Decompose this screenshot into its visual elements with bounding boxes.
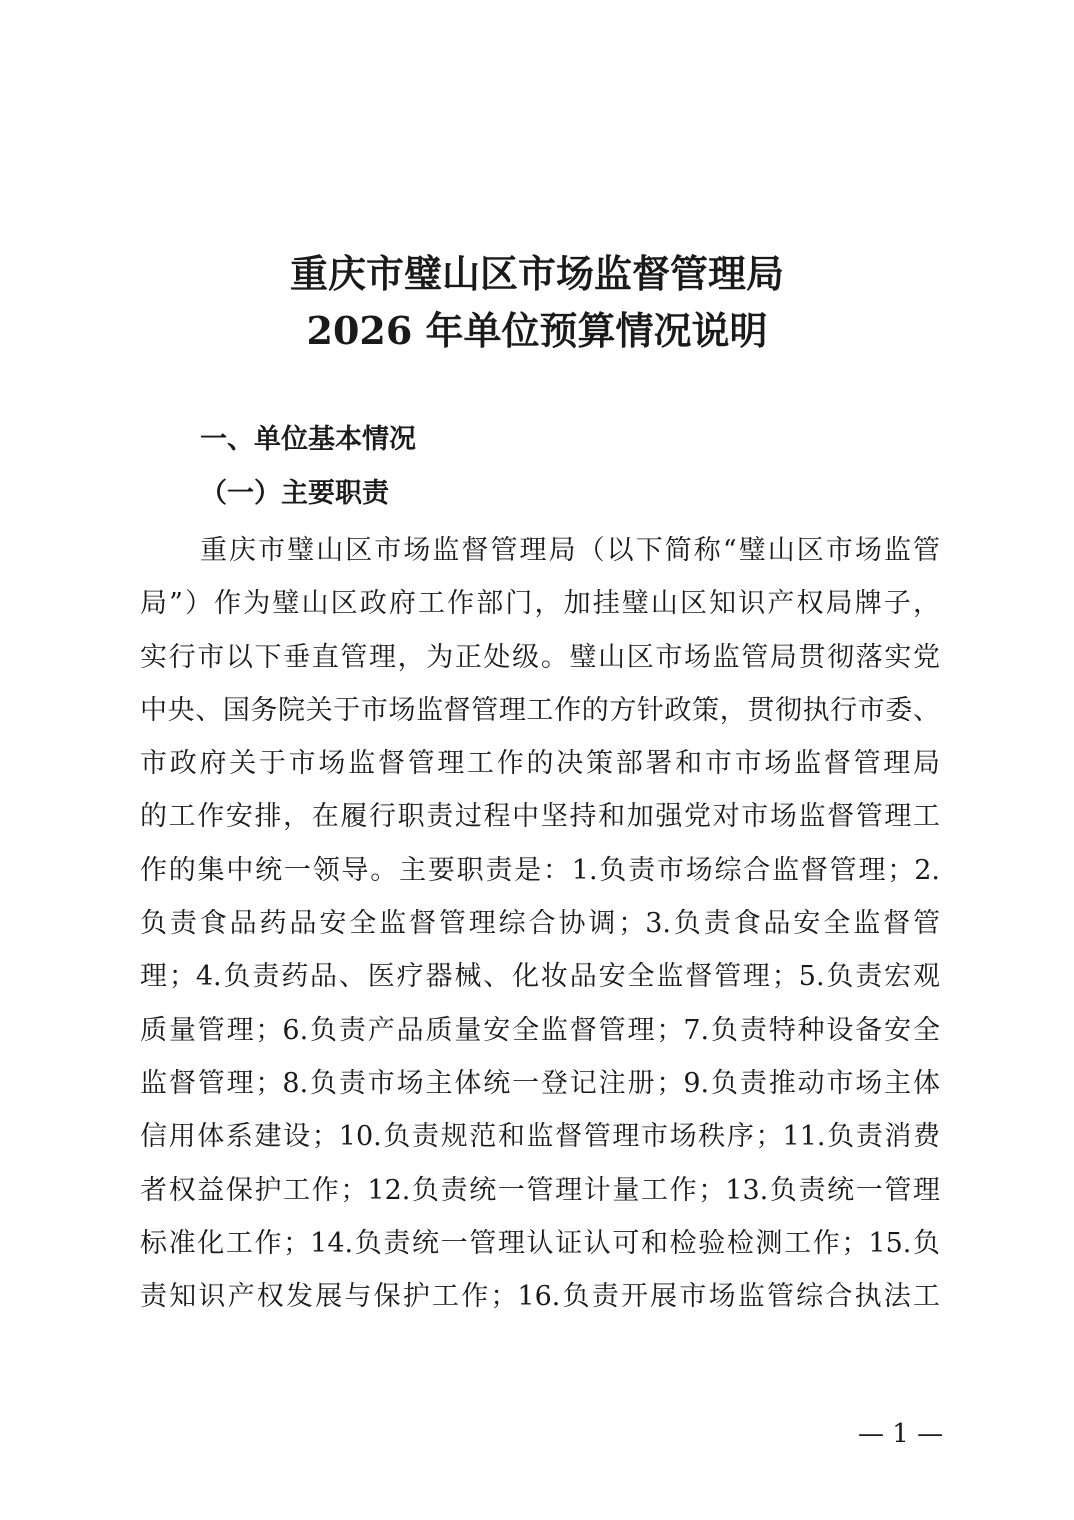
body-line: 的工作安排，在履行职责过程中坚持和加强党对市场监督管理工 <box>140 801 940 833</box>
section-heading: 一、单位基本情况 <box>200 424 416 455</box>
page-number: — 1 — <box>858 1419 944 1449</box>
body-line: 实行市以下垂直管理，为正处级。璧山区市场监管局贯彻落实党 <box>140 641 940 673</box>
body-line: 标准化工作；14.负责统一管理认证认可和检验检测工作；15.负 <box>140 1227 940 1259</box>
body-paragraph <box>140 524 940 1323</box>
body-line: 负责食品药品安全监督管理综合协调；3.负责食品安全监督管 <box>140 908 940 940</box>
document-title-line-1: 重庆市璧山区市场监督管理局 <box>289 251 784 296</box>
sub-heading: （一）主要职责 <box>200 478 389 509</box>
body-line: 信用体系建设；10.负责规范和监督管理市场秩序；11.负责消费 <box>140 1121 940 1153</box>
body-line: 监督管理；8.负责市场主体统一登记注册；9.负责推动市场主体 <box>140 1067 940 1099</box>
body-line: 质量管理；6.负责产品质量安全监督管理；7.负责特种设备安全 <box>140 1014 940 1046</box>
body-line: 市政府关于市场监督管理工作的决策部署和市市场监督管理局 <box>140 748 940 780</box>
body-line: 理；4.负责药品、医疗器械、化妆品安全监督管理；5.负责宏观 <box>140 961 940 993</box>
body-line: 者权益保护工作；12.负责统一管理计量工作；13.负责统一管理 <box>140 1174 940 1206</box>
document-title-line-2: 2026 年单位预算情况说明 <box>306 308 768 353</box>
body-line: 中央、国务院关于市场监督管理工作的方针政策，贯彻执行市委、 <box>140 694 940 726</box>
body-line: 作的集中统一领导。主要职责是：1.负责市场综合监督管理；2. <box>140 854 940 886</box>
body-line: 局”）作为璧山区政府工作部门，加挂璧山区知识产权局牌子， <box>140 588 940 620</box>
body-line: 责知识产权发展与保护工作；16.负责开展市场监管综合执法工 <box>140 1281 940 1313</box>
body-line: 重庆市璧山区市场监督管理局（以下简称“璧山区市场监管 <box>200 535 940 566</box>
